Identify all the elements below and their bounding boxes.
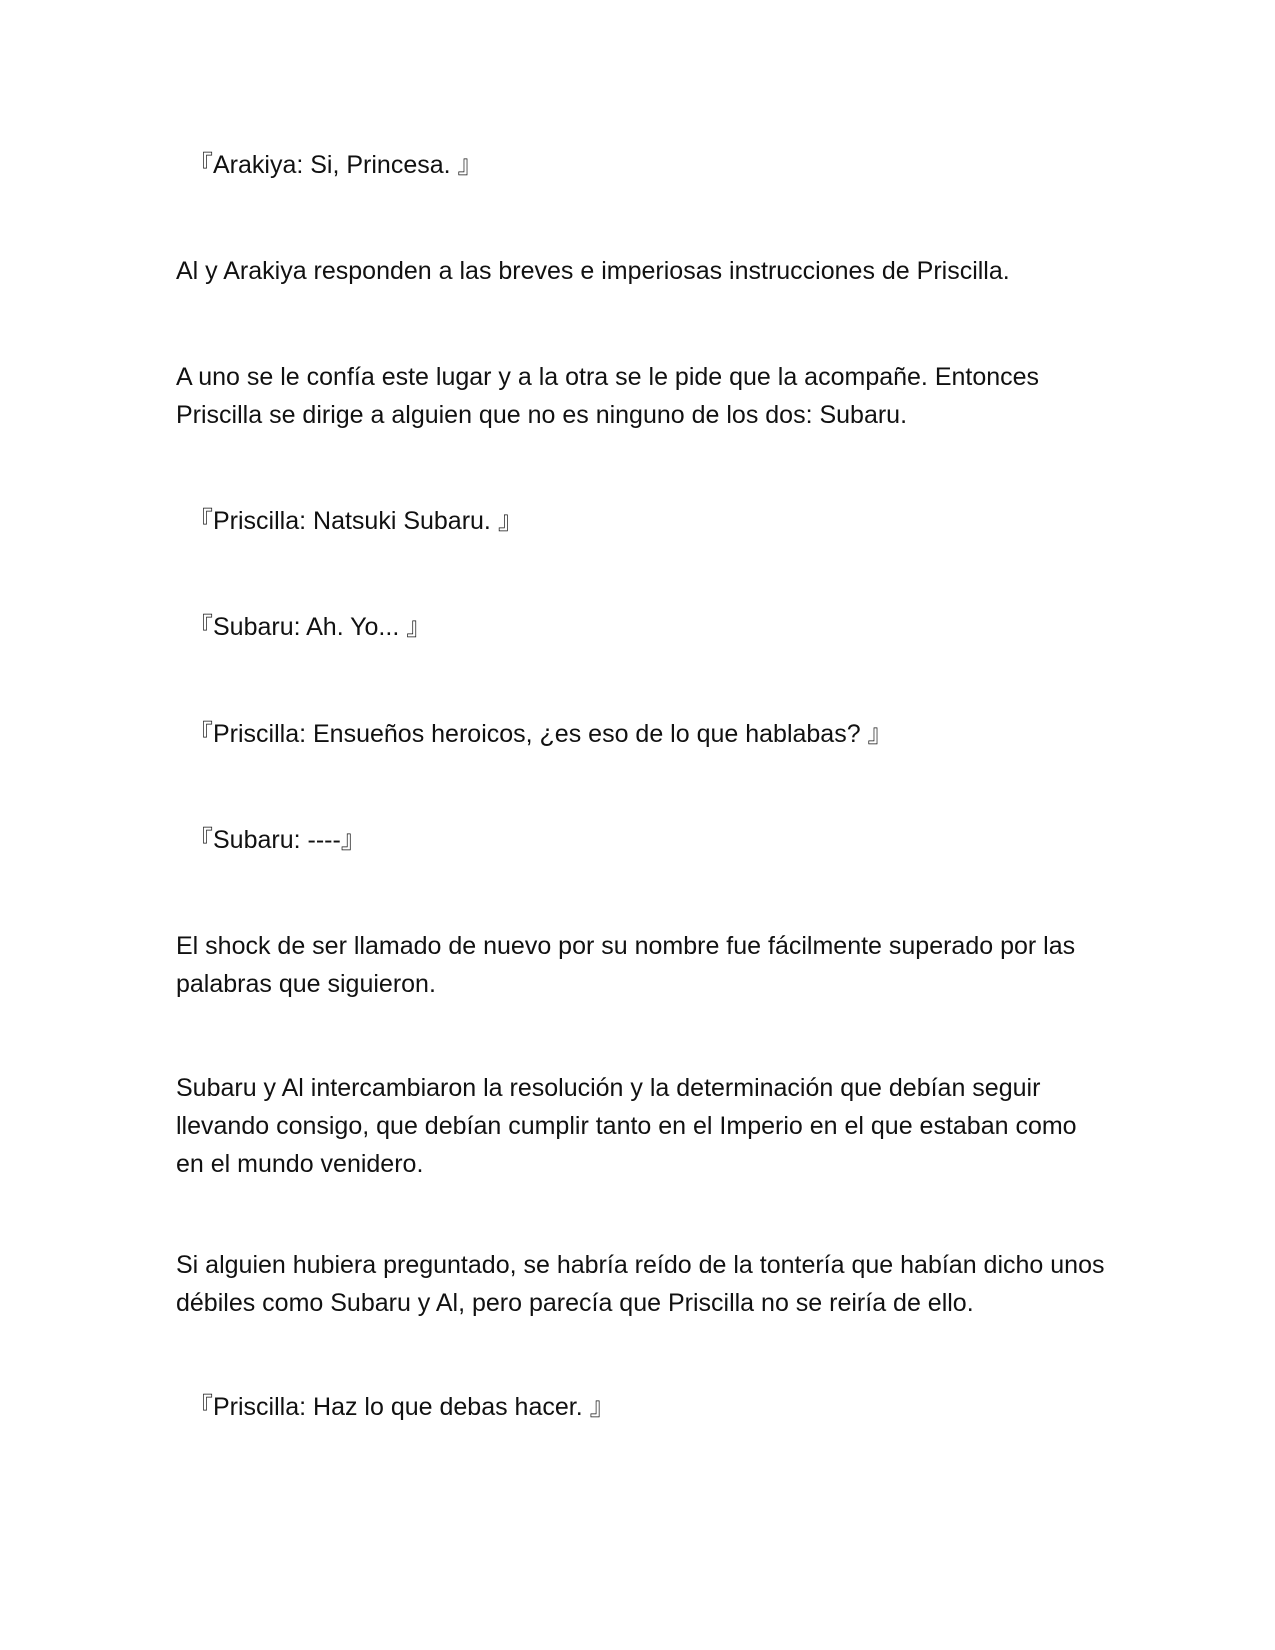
- narration-paragraph: A uno se le confía este lugar y a la otra se le pide que la acompañe. Entonces Priscilla se dirige a alguien que no es ninguno de los dos: Subaru.: [176, 363, 1040, 429]
- dialogue-line: 『Subaru: Ah. Yo... 』: [188, 613, 432, 641]
- narration-paragraph: Si alguien hubiera preguntado, se habría reído de la tontería que habían dicho unos débiles como Subaru y Al, pero parecía que Priscilla no se reiría de ello.: [176, 1251, 1105, 1317]
- dialogue-line: 『Priscilla: Haz lo que debas hacer. 』: [188, 1393, 615, 1421]
- dialogue-line: 『Arakiya: Si, Princesa. 』: [188, 151, 483, 179]
- dialogue-line: 『Priscilla: Natsuki Subaru. 』: [188, 507, 523, 535]
- dialogue-line: 『Subaru: ----』: [188, 826, 366, 854]
- narration-paragraph: Subaru y Al intercambiaron la resolución y la determinación que debían seguir llevando consigo, que debían cumplir tanto en el Imperio en el que estaban como en el mundo venidero.: [176, 1074, 1077, 1178]
- dialogue-line: 『Priscilla: Ensueños heroicos, ¿es eso de lo que hablabas? 』: [188, 720, 893, 748]
- narration-paragraph: El shock de ser llamado de nuevo por su nombre fue fácilmente superado por las palabras que siguieron.: [176, 932, 1076, 998]
- narration-paragraph: Al y Arakiya responden a las breves e imperiosas instrucciones de Priscilla.: [176, 257, 1010, 285]
